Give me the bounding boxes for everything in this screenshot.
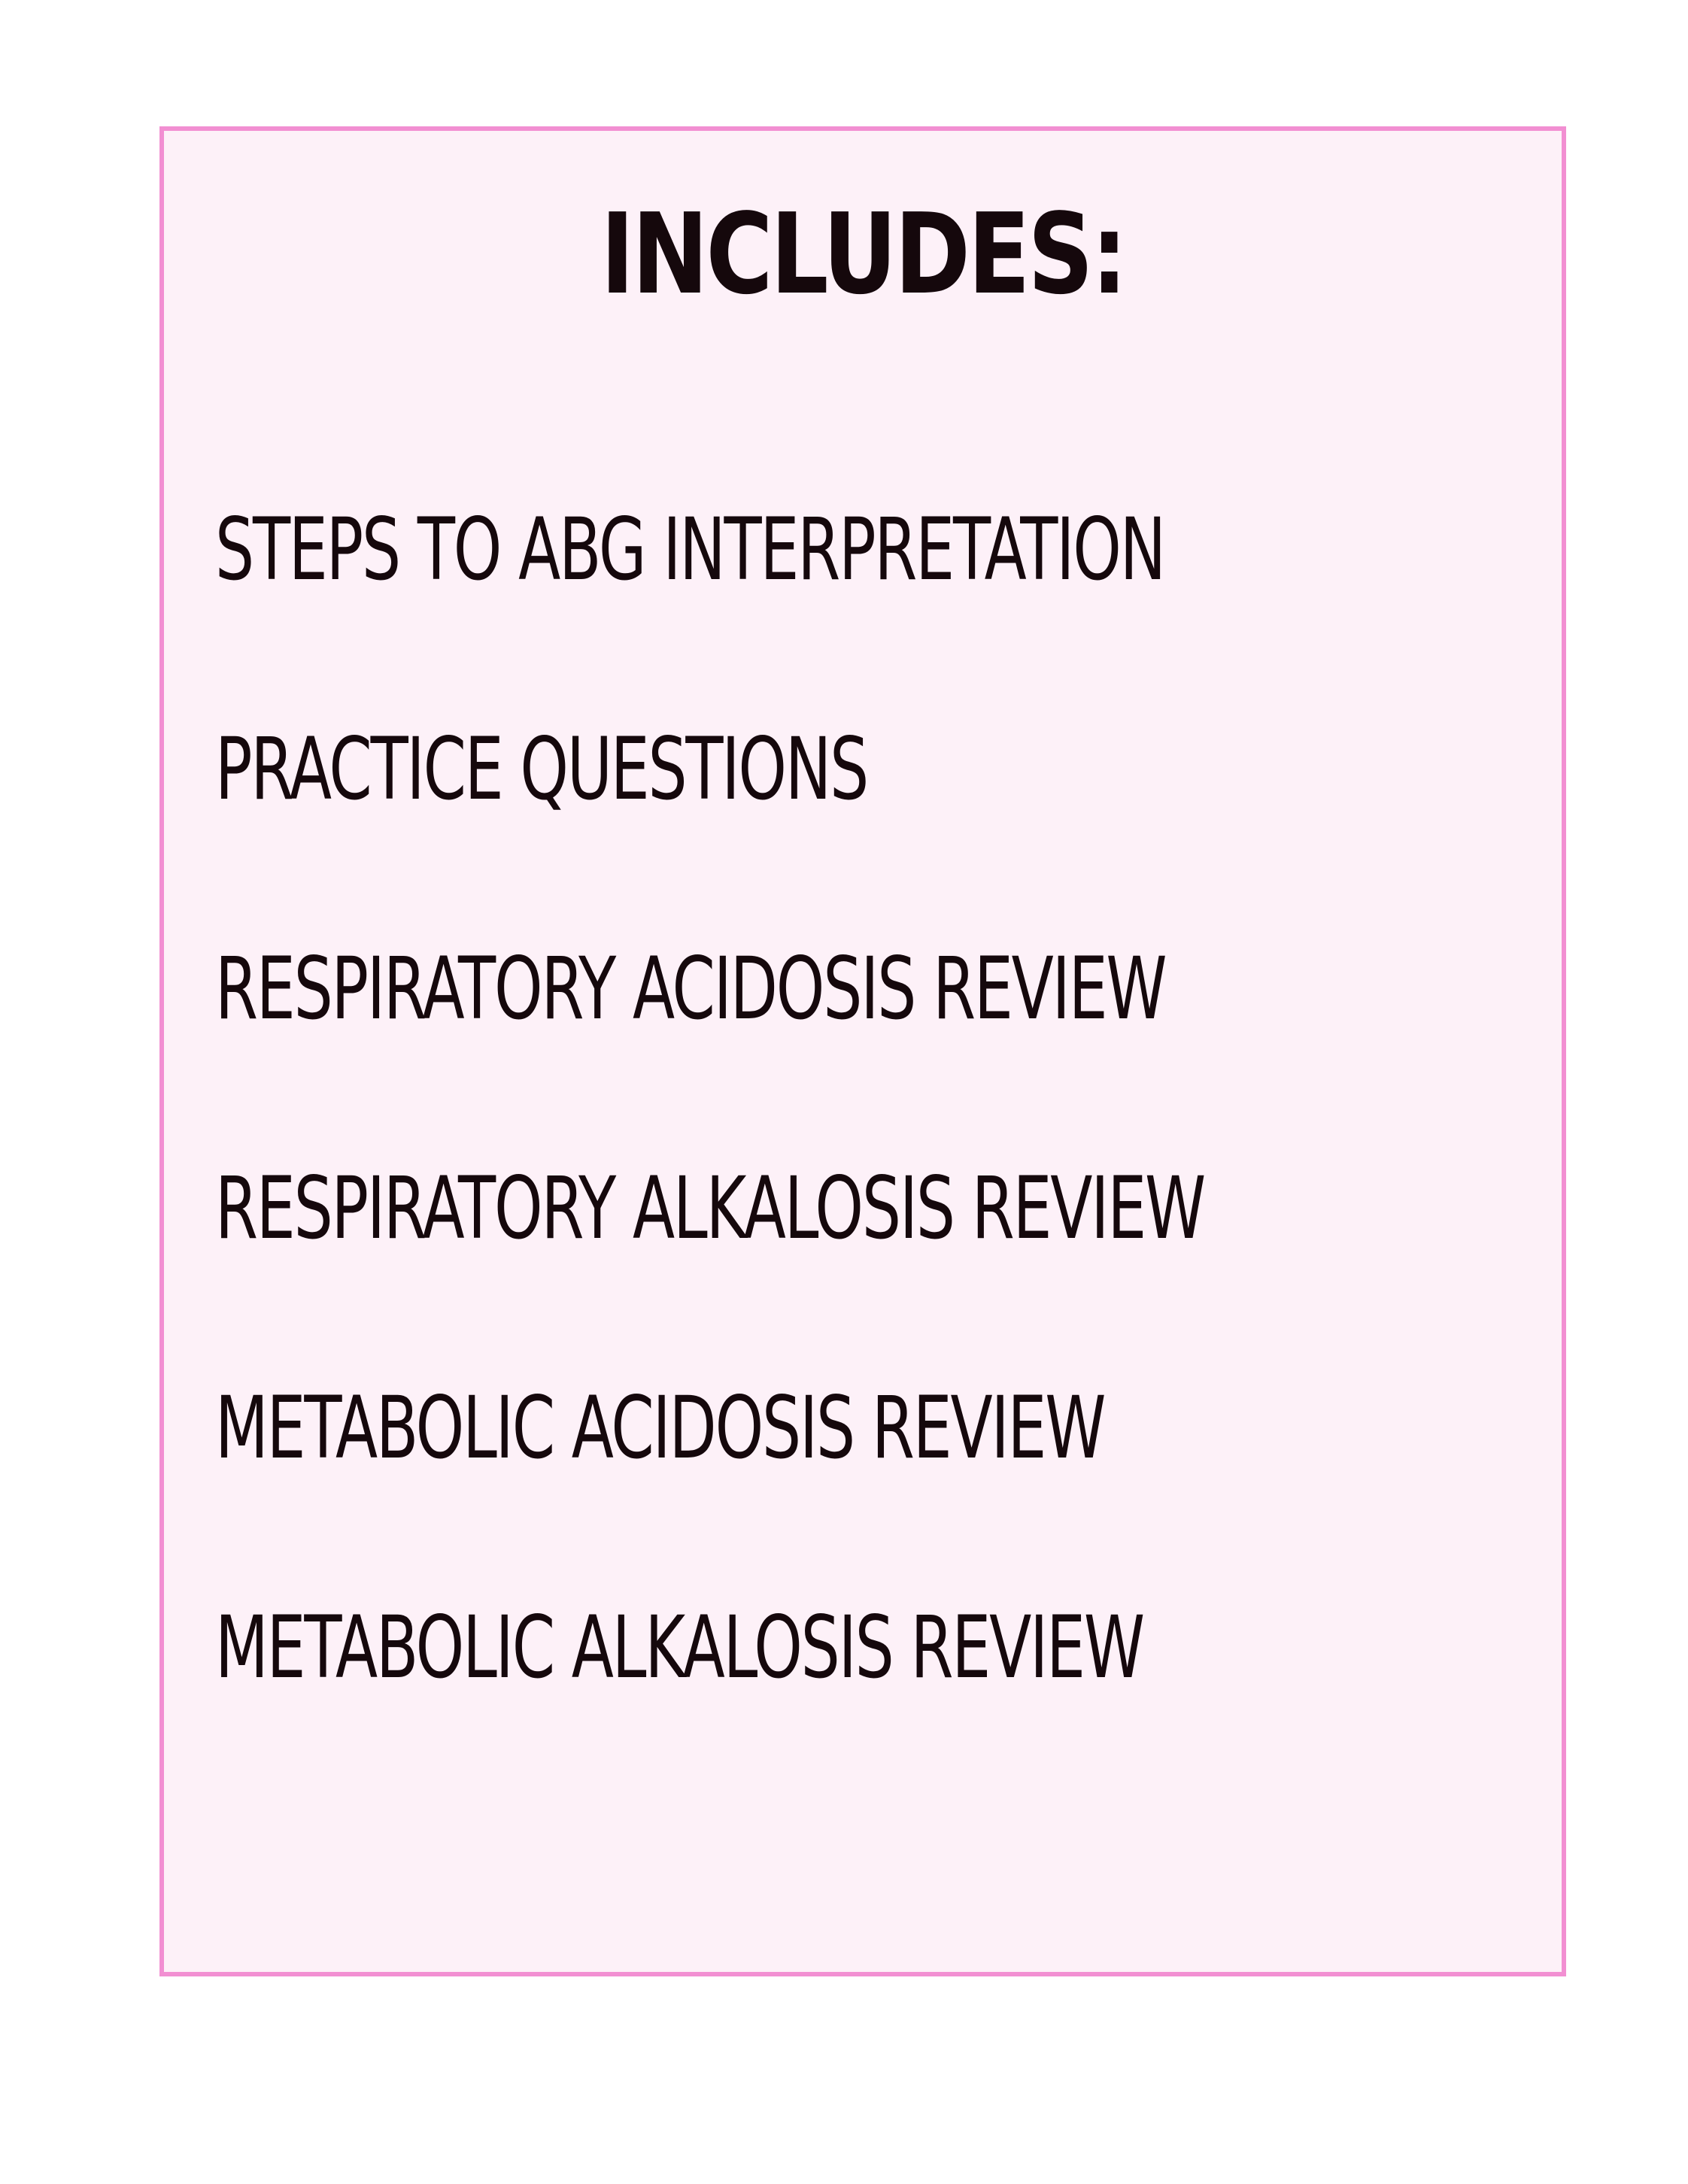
list-item-metabolic-acidosis: METABOLIC ACIDOSIS REVIEW — [215, 1378, 1105, 1478]
list-item-respiratory-acidosis: RESPIRATORY ACIDOSIS REVIEW — [215, 939, 1166, 1039]
list-item-practice-questions: PRACTICE QUESTIONS — [215, 719, 868, 819]
list-item-abg-steps: STEPS TO ABG INTERPRETATION — [215, 499, 1164, 599]
list-item-metabolic-alkalosis: METABOLIC ALKALOSIS REVIEW — [215, 1597, 1143, 1697]
page-title: INCLUDES: — [600, 190, 1125, 319]
list-item-respiratory-alkalosis: RESPIRATORY ALKALOSIS REVIEW — [215, 1158, 1205, 1258]
includes-panel — [159, 126, 1566, 1976]
includes-list — [215, 499, 1589, 1825]
